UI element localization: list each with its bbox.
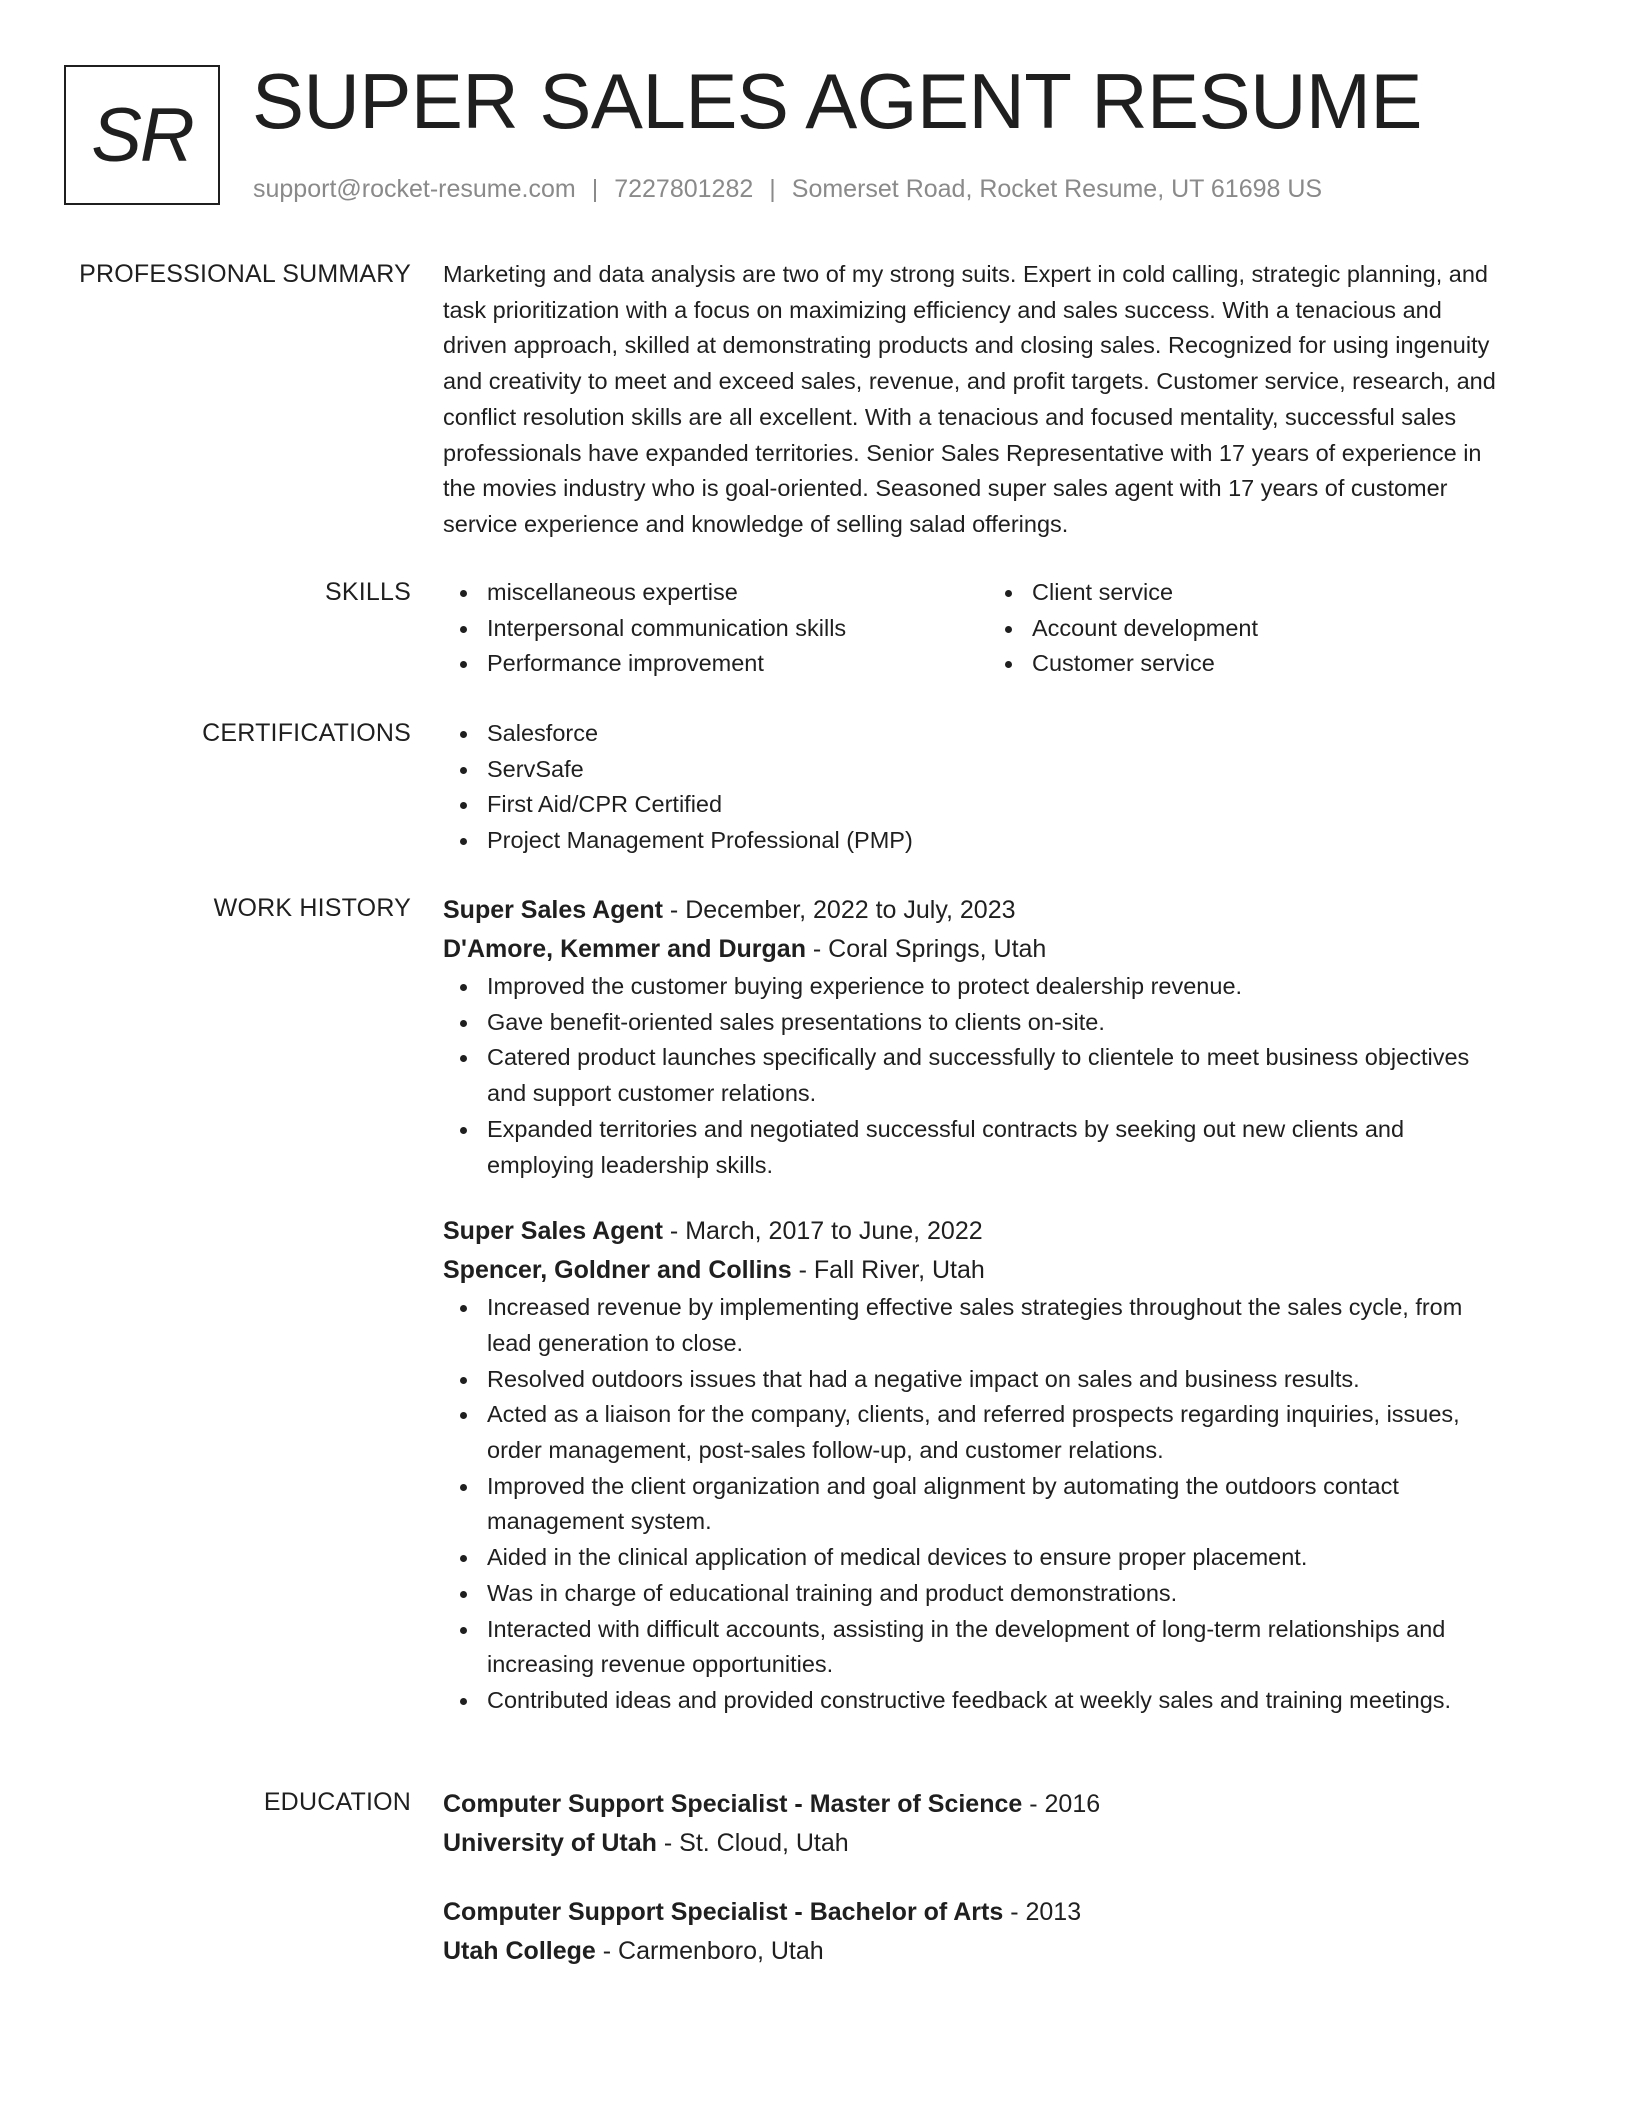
job-bullet-text: Interacted with difficult accounts, assisting in the development of long-term relationships and xyxy=(487,1615,1446,1642)
skill-item: Performance improvement xyxy=(443,646,988,682)
degree-line xyxy=(443,1785,1543,1824)
job-location: - Fall River, Utah xyxy=(791,1256,985,1285)
certification-item: First Aid/CPR Certified xyxy=(443,787,1543,823)
job-bullet-text: management system. xyxy=(487,1508,712,1535)
job-bullet-text: Aided in the clinical application of medical devices to ensure proper placement. xyxy=(487,1544,1308,1571)
job-entry xyxy=(443,1212,1543,1718)
job-bullet xyxy=(443,1040,1543,1111)
job-bullet-text: order management, post-sales follow-up, and customer relations. xyxy=(487,1437,1164,1464)
summary-text xyxy=(443,257,1543,543)
school-location: - Carmenboro, Utah xyxy=(595,1937,824,1965)
resume-title: SUPER SALES AGENT RESUME xyxy=(252,57,1422,145)
job-title-line xyxy=(443,1212,1543,1251)
summary-body xyxy=(443,257,1543,543)
job-dates: - March, 2017 to June, 2022 xyxy=(662,1217,983,1246)
education-entry xyxy=(443,1893,1543,1971)
job-company-line xyxy=(443,1251,1543,1290)
contact-email[interactable]: support@rocket-resume.com xyxy=(253,175,576,203)
certification-item: ServSafe xyxy=(443,752,1543,788)
job-bullet-text: Gave benefit-oriented sales presentations to clients on-site. xyxy=(487,1008,1105,1035)
job-entry xyxy=(443,891,1543,1183)
degree-name: Computer Support Specialist - Bachelor of Arts xyxy=(443,1898,1004,1926)
contact-address: Somerset Road, Rocket Resume, UT 61698 US xyxy=(791,175,1323,203)
degree-name: Computer Support Specialist - Master of Science xyxy=(443,1790,1023,1818)
section-label-education: EDUCATION xyxy=(263,1788,411,1816)
summary-line: service experience and knowledge of selling salad offerings. xyxy=(443,510,1069,537)
job-bullet-text: Improved the customer buying experience to protect dealership revenue. xyxy=(487,973,1243,999)
job-bullet-text: and support customer relations. xyxy=(487,1080,817,1107)
job-company-line xyxy=(443,930,1543,969)
job-bullet-list xyxy=(443,969,1543,1183)
skill-item: Customer service xyxy=(988,646,1533,682)
skills-list-right xyxy=(988,575,1533,682)
job-bullet-text: Catered product launches specifically and successfully to clientele to meet business objectives xyxy=(487,1044,1470,1071)
summary-line: Marketing and data analysis are two of my strong suits. Expert in cold calling, strategic planning, and xyxy=(443,261,1488,287)
job-bullet xyxy=(443,1397,1543,1468)
degree-year: - 2016 xyxy=(1022,1790,1101,1818)
skills-list-left xyxy=(443,575,988,682)
certification-item: Salesforce xyxy=(443,716,1543,752)
section-label-summary: PROFESSIONAL SUMMARY xyxy=(79,260,411,288)
job-bullet xyxy=(443,1290,1543,1361)
skills-body xyxy=(443,575,1543,682)
job-bullet-text: Increased revenue by implementing effective sales strategies throughout the sales cycle, from xyxy=(487,1294,1463,1321)
monogram-badge: SR xyxy=(64,65,220,205)
job-bullet xyxy=(443,1362,1543,1398)
job-bullet-list xyxy=(443,1290,1543,1718)
education-body xyxy=(443,1785,1543,1971)
degree-year: - 2013 xyxy=(1003,1898,1082,1926)
contact-phone[interactable]: 7227801282 xyxy=(614,175,754,203)
certification-item: Project Management Professional (PMP) xyxy=(443,823,1543,859)
summary-line: and creativity to meet and exceed sales, revenue, and profit targets. Customer service, research, and xyxy=(443,368,1496,395)
school-location: - St. Cloud, Utah xyxy=(656,1829,849,1857)
summary-line: driven approach, skilled at demonstrating products and closing sales. Recognized for using ingenuity xyxy=(443,332,1490,359)
school-name: Utah College xyxy=(443,1937,596,1965)
job-bullet xyxy=(443,1540,1543,1576)
skill-item: Account development xyxy=(988,611,1533,647)
summary-line: professionals have expanded territories. Senior Sales Representative with 17 years of experience in xyxy=(443,439,1482,466)
contact-separator: | xyxy=(591,175,599,203)
certifications-body xyxy=(443,716,1543,859)
skill-item: Interpersonal communication skills xyxy=(443,611,988,647)
job-bullet xyxy=(443,1469,1543,1540)
contact-separator: | xyxy=(769,175,776,203)
job-bullet xyxy=(443,1112,1543,1183)
education-entry xyxy=(443,1785,1543,1863)
job-company: Spencer, Goldner and Collins xyxy=(443,1256,792,1285)
job-bullet xyxy=(443,969,1543,1005)
degree-line xyxy=(443,1893,1543,1932)
section-label-work-history: WORK HISTORY xyxy=(213,894,411,922)
job-bullet-text: Improved the client organization and goal alignment by automating the outdoors contact xyxy=(487,1472,1399,1499)
job-bullet-text: lead generation to close. xyxy=(487,1329,744,1356)
job-bullet-text: Resolved outdoors issues that had a negative impact on sales and business results. xyxy=(487,1365,1360,1392)
job-company: D'Amore, Kemmer and Durgan xyxy=(443,935,806,963)
job-bullet-text: Expanded territories and negotiated successful contracts by seeking out new clients and xyxy=(487,1115,1405,1142)
job-bullet-text: Contributed ideas and provided constructive feedback at weekly sales and training meetings. xyxy=(487,1686,1452,1713)
school-line xyxy=(443,1824,1543,1863)
job-title: Super Sales Agent xyxy=(443,1217,663,1246)
job-dates: - December, 2022 to July, 2023 xyxy=(662,896,1016,924)
job-bullet-text: increasing revenue opportunities. xyxy=(487,1651,834,1678)
job-title: Super Sales Agent xyxy=(443,896,663,924)
summary-line: task prioritization with a focus on maximizing efficiency and sales success. With a tenacious and xyxy=(443,296,1442,323)
job-bullet xyxy=(443,1612,1543,1683)
summary-line: the movies industry who is goal-oriented. Seasoned super sales agent with 17 years of customer xyxy=(443,475,1448,502)
job-bullet-text: Acted as a liaison for the company, clients, and referred prospects regarding inquiries, issues, xyxy=(487,1401,1460,1428)
contact-line xyxy=(253,173,1322,205)
job-location: - Coral Springs, Utah xyxy=(805,935,1047,963)
summary-line: conflict resolution skills are all excellent. With a tenacious and focused mentality, successful sales xyxy=(443,403,1457,430)
work-history-body xyxy=(443,891,1543,1719)
job-bullet-text: Was in charge of educational training and product demonstrations. xyxy=(487,1579,1178,1606)
school-line xyxy=(443,1932,1543,1971)
certifications-list xyxy=(443,716,1543,859)
section-label-skills: SKILLS xyxy=(325,578,411,606)
job-bullet-text: employing leadership skills. xyxy=(487,1151,774,1178)
job-bullet xyxy=(443,1576,1543,1612)
skill-item: Client service xyxy=(988,575,1533,611)
skill-item: miscellaneous expertise xyxy=(443,575,988,611)
job-title-line xyxy=(443,891,1543,930)
school-name: University of Utah xyxy=(443,1829,657,1857)
job-bullet xyxy=(443,1683,1543,1719)
job-bullet xyxy=(443,1005,1543,1041)
section-label-certifications: CERTIFICATIONS xyxy=(202,719,411,747)
